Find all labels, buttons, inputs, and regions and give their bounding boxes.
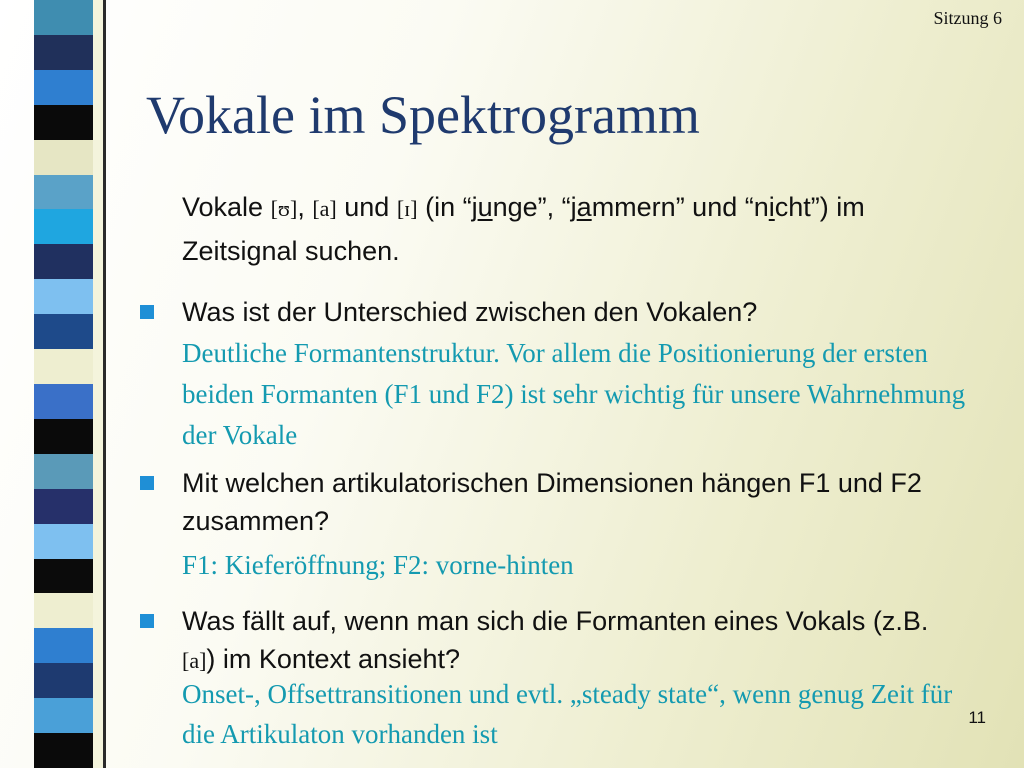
question-1: Was ist der Unterschied zwischen den Vokalen?: [182, 297, 758, 327]
question-3-part: Was fällt auf, wenn man sich die Formanten eines Vokals (z.B.: [182, 606, 929, 636]
stripe-segment: [34, 35, 93, 70]
underlined-letter: u: [477, 192, 493, 222]
intro-part: (in “j: [417, 192, 478, 222]
ipa-symbol: [ɪ]: [396, 196, 418, 221]
intro-part: Vokale: [182, 192, 271, 222]
stripe-segment: [34, 349, 93, 384]
stripe-segment: [34, 244, 93, 279]
stripe-segment: [34, 593, 93, 628]
underlined-letter: i: [768, 192, 775, 222]
intro-part: nge”, “j: [492, 192, 577, 222]
bullet-square-icon: [140, 476, 154, 490]
page-number: 11: [968, 708, 986, 727]
stripe-segment: [34, 489, 93, 524]
stripe-segment: [34, 279, 93, 314]
slide-title: Vokale im Spektrogramm: [146, 85, 700, 145]
answer-2: F1: Kieferöffnung; F2: vorne-hinten: [182, 550, 574, 580]
intro-part: ,: [297, 192, 313, 222]
intro-part: cht”) im Zeitsignal suchen.: [182, 192, 865, 266]
stripe-segment: [34, 0, 93, 35]
decorative-stripe-bar: [34, 0, 93, 768]
intro-part: mmern” und “n: [591, 192, 769, 222]
stripe-segment: [34, 559, 93, 594]
stripe-segment: [34, 419, 93, 454]
stripe-segment: [34, 384, 93, 419]
answer-3: Onset-, Offsettransitionen und evtl. „steady state“, wenn genug Zeit für die Artikulaton vorhanden ist: [182, 679, 953, 749]
stripe-segment: [34, 175, 93, 210]
stripe-segment: [34, 454, 93, 489]
question-3: [182, 602, 952, 680]
ipa-symbol: [a]: [182, 648, 207, 673]
stripe-segment: [34, 70, 93, 105]
underlined-letter: a: [576, 192, 592, 222]
decorative-edge-line: [103, 0, 106, 768]
bullet-square-icon: [140, 305, 154, 319]
session-label: Sitzung 6: [933, 8, 1002, 28]
bullet-square-icon: [140, 614, 154, 628]
intro-text: [182, 186, 972, 273]
stripe-segment: [34, 628, 93, 663]
stripe-segment: [34, 105, 93, 140]
answer-1: Deutliche Formantenstruktur. Vor allem die Positionierung der ersten beiden Formanten (F1 und F2) ist sehr wichtig für unsere Wahrnehmung der Vokale: [182, 338, 966, 450]
stripe-segment: [34, 140, 93, 175]
ipa-symbol: [ʊ]: [270, 196, 298, 221]
question-3-part: ) im Kontext ansieht?: [206, 644, 461, 674]
stripe-segment: [34, 698, 93, 733]
stripe-segment: [34, 733, 93, 768]
stripe-segment: [34, 209, 93, 244]
stripe-segment: [34, 314, 93, 349]
stripe-segment: [34, 524, 93, 559]
ipa-symbol: [a]: [312, 196, 337, 221]
question-2: Mit welchen artikulatorischen Dimensionen hängen F1 und F2 zusammen?: [182, 468, 922, 536]
intro-part: und: [336, 192, 397, 222]
decorative-stripe-light: [93, 0, 103, 768]
stripe-segment: [34, 663, 93, 698]
